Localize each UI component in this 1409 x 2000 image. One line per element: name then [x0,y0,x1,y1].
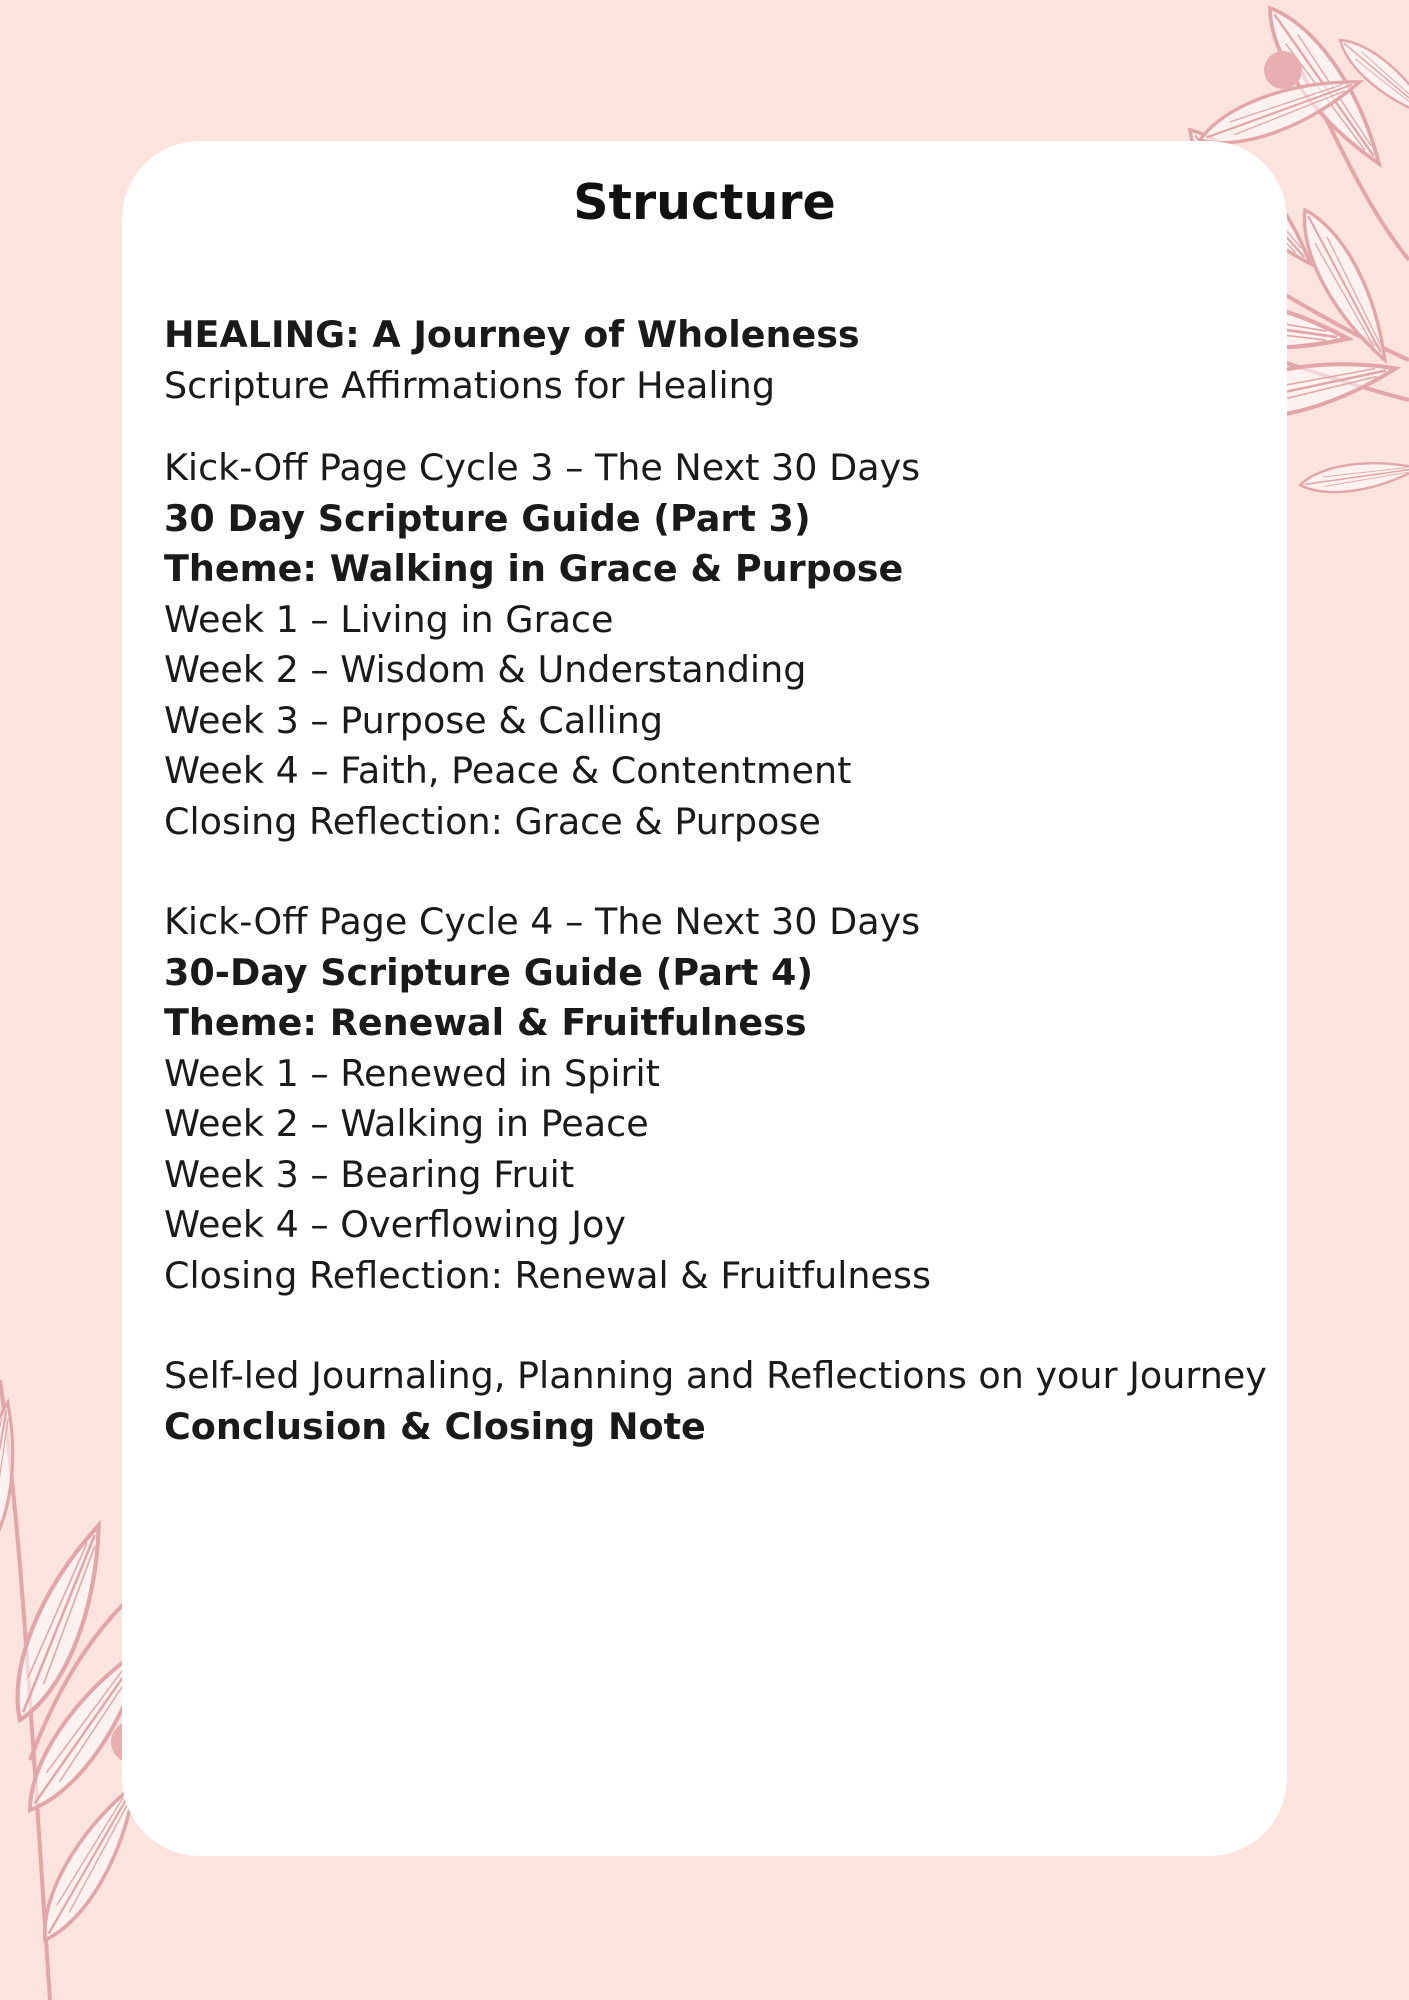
cycle4-week-3: Week 3 – Bearing Fruit [164,1152,575,1196]
journaling-item: Self-led Journaling, Planning and Reflections on your Journey [164,1354,1267,1397]
cycle3-week-4: Week 4 – Faith, Peace & Contentment [164,749,852,792]
cycle3-kickoff: Kick-Off Page Cycle 3 – The Next 30 Days [164,446,921,489]
cycle3-theme: Theme: Walking in Grace & Purpose [164,547,904,590]
berry-icon [1264,51,1302,89]
cycle4-week-2: Week 2 – Walking in Peace [164,1102,649,1145]
cycle3-week-3: Week 3 – Purpose & Calling [164,698,664,742]
intro-heading: HEALING: A Journey of Wholeness [164,313,860,356]
cycle4-theme: Theme: Renewal & Fruitfulness [164,1001,807,1044]
cycle3-week-2: Week 2 – Wisdom & Understanding [164,648,807,691]
cycle4-closing: Closing Reflection: Renewal & Fruitfulness [164,1253,931,1297]
intro-subheading: Scripture Affirmations for Healing [164,363,775,407]
cycle4-guide-title: 30-Day Scripture Guide (Part 4) [164,950,814,994]
cycle4-week-1: Week 1 – Renewed in Spirit [164,1051,660,1095]
cycle4-kickoff: Kick-Off Page Cycle 4 – The Next 30 Days [164,900,921,943]
structure-list [164,310,1274,1452]
cycle4-week-4: Week 4 – Overflowing Joy [164,1203,626,1246]
cycle3-week-1: Week 1 – Living in Grace [164,597,614,641]
conclusion-item: Conclusion & Closing Note [164,1404,706,1448]
page-title: Structure [573,174,836,231]
cycle3-guide-title: 30 Day Scripture Guide (Part 3) [164,496,811,540]
cycle3-closing: Closing Reflection: Grace & Purpose [164,799,821,843]
